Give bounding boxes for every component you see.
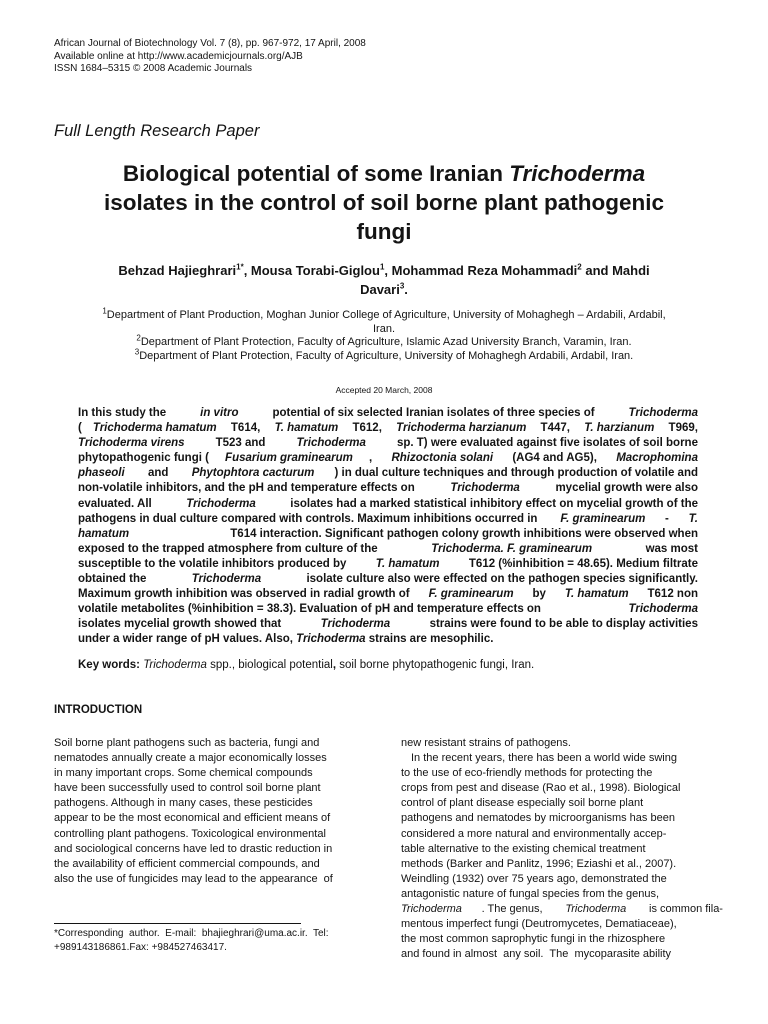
abstract-text: strains are mesophilic. bbox=[365, 633, 494, 646]
footnote-line bbox=[54, 941, 376, 955]
abstract-line bbox=[78, 527, 698, 542]
affiliation-1-cont: Iran. bbox=[372, 322, 395, 335]
corresponding-author-footnote bbox=[54, 927, 376, 954]
body-line bbox=[401, 736, 723, 751]
author-list bbox=[60, 261, 708, 299]
journal-url-line: Available online at http://www.academicjournals.org/AJB bbox=[54, 50, 303, 62]
abstract-text: (AG4 and AG5), bbox=[509, 452, 601, 465]
body-text: nematodes annually create a major economically losses bbox=[54, 752, 327, 765]
abstract-line bbox=[78, 436, 698, 451]
journal-citation: African Journal of Biotechnology Vol. 7 (8), pp. 967-972, 17 April, 2008 bbox=[54, 38, 366, 49]
abstract-italic: Trichoderma harzianum bbox=[396, 422, 527, 435]
abstract-text: and bbox=[144, 467, 172, 480]
abstract-italic: Trichoderma virens bbox=[78, 437, 185, 450]
body-line bbox=[54, 857, 376, 872]
footnote-text: +989143186861.Fax: +984527463417. bbox=[54, 941, 227, 953]
keywords bbox=[78, 659, 534, 671]
abstract-line bbox=[78, 617, 698, 632]
body-line bbox=[401, 917, 723, 932]
abstract-text: non-volatile inhibitors, and the pH and temperature effects on bbox=[78, 482, 418, 495]
abstract-text: strains were found to be able to display activities bbox=[426, 618, 698, 631]
abstract-text: T612 (%inhibition = 48.65). Medium filtrate bbox=[465, 557, 698, 570]
title-line-2: isolates in the control of soil borne plant pathogenic bbox=[103, 190, 665, 215]
body-text: methods (Barker and Panlitz, 1996; Eziashi et al., 2007). bbox=[401, 857, 677, 870]
keyword-comma: , bbox=[332, 659, 337, 671]
abstract-text: T614 interaction. Significant pathogen colony growth inhibitions were observed when bbox=[227, 527, 698, 540]
abstract-line bbox=[78, 557, 698, 572]
abstract-text: ) in dual culture techniques and through production of volatile and bbox=[334, 467, 698, 480]
abstract-text: Maximum growth inhibition was observed in radial growth of bbox=[78, 588, 413, 601]
body-text: in many important crops. Some chemical compounds bbox=[54, 767, 313, 780]
footnote-divider bbox=[54, 923, 301, 924]
body-line bbox=[54, 842, 376, 857]
abstract-line bbox=[78, 542, 698, 557]
abstract-line bbox=[78, 512, 698, 527]
body-text: table alternative to the existing chemical treatment bbox=[401, 842, 646, 855]
abstract-line bbox=[78, 466, 698, 481]
abstract-italic: Trichoderma bbox=[186, 497, 256, 510]
abstract-text: was most bbox=[642, 542, 698, 555]
abstract-text: susceptible to the volatile inhibitors produced by bbox=[78, 557, 350, 570]
abstract-italic: Trichoderma bbox=[450, 482, 520, 495]
title-genus: Trichoderma bbox=[509, 161, 646, 186]
body-line bbox=[401, 766, 723, 781]
body-text: to the use of eco-friendly methods for protecting the bbox=[401, 767, 653, 780]
author-2: , Mousa Torabi-Giglou bbox=[243, 263, 380, 278]
abstract-text: by bbox=[529, 588, 550, 601]
abstract-text: phytopathogenic fungi ( bbox=[78, 452, 209, 465]
abstract-text: isolates had a marked statistical inhibitory effect on mycelial growth of the bbox=[287, 497, 698, 510]
abstract-line bbox=[78, 497, 698, 512]
abstract-italic: hamatum bbox=[78, 527, 130, 540]
author-4-part-1: and Mahdi bbox=[581, 263, 650, 278]
author-1-affil: 1* bbox=[236, 262, 244, 272]
body-text: appear to be the most economical and efficient means of bbox=[54, 812, 331, 825]
abstract-italic: T. hamatum bbox=[564, 588, 629, 601]
body-line bbox=[401, 781, 723, 796]
body-line bbox=[401, 872, 723, 887]
body-italic: Trichoderma bbox=[401, 903, 462, 916]
body-line bbox=[54, 827, 376, 842]
body-text: and found in almost any soil. The mycoparasite ability bbox=[401, 948, 672, 961]
body-line bbox=[54, 796, 376, 811]
abstract-text: mycelial growth were also bbox=[552, 482, 698, 495]
body-line bbox=[401, 887, 723, 902]
body-line bbox=[401, 827, 723, 842]
body-line bbox=[54, 766, 376, 781]
abstract-text: obtained the bbox=[78, 573, 150, 586]
abstract-text: volatile metabolites (%inhibition = 38.3). Evaluation of pH and temperature effects on bbox=[78, 603, 545, 616]
abstract-text: sp. T) were evaluated against five isolates of soil borne bbox=[393, 437, 698, 450]
abstract-line bbox=[78, 451, 698, 466]
abstract-text: potential of six selected Iranian isolates of three species of bbox=[269, 407, 598, 419]
abstract-italic: Trichoderma bbox=[628, 603, 698, 616]
left-column-text bbox=[54, 736, 376, 887]
abstract-text: T614, bbox=[227, 422, 264, 435]
abstract-line bbox=[78, 572, 698, 587]
abstract-italic: Trichoderma hamatum bbox=[92, 422, 217, 435]
abstract-italic: F. graminearum bbox=[428, 588, 514, 601]
body-line bbox=[54, 781, 376, 796]
abstract-italic: T. bbox=[688, 512, 698, 525]
abstract-line bbox=[78, 587, 698, 602]
abstract-italic: Fusarium graminearum bbox=[225, 452, 353, 465]
abstract-italic: Trichoderma bbox=[296, 633, 366, 646]
body-line bbox=[401, 947, 723, 962]
body-text: antagonistic nature of fungal species from the genus, bbox=[401, 887, 660, 900]
body-text: Weindling (1932) over 75 years ago, demonstrated the bbox=[401, 872, 667, 885]
body-line bbox=[401, 932, 723, 947]
body-italic: Trichoderma bbox=[565, 903, 627, 916]
body-text: Soil borne plant pathogens such as bacteria, fungi and bbox=[54, 737, 320, 749]
affiliation-1-marker: 1 bbox=[102, 306, 107, 316]
author-2-affil: 1 bbox=[379, 262, 385, 272]
title-line-3: fungi bbox=[356, 219, 412, 244]
abstract-text: T447, bbox=[537, 422, 574, 435]
section-heading-introduction: INTRODUCTION bbox=[54, 704, 143, 716]
abstract-text: T612 non bbox=[644, 588, 698, 601]
abstract bbox=[78, 406, 698, 648]
abstract-italic: Trichoderma bbox=[296, 437, 366, 450]
affiliation-3: Department of Plant Protection, Faculty of Agriculture, University of Mohaghegh Ardabili, Ardabil, Iran. bbox=[139, 349, 634, 362]
abstract-text: - bbox=[665, 512, 669, 525]
body-text: pathogens and nematodes by microorganisms has been bbox=[401, 812, 675, 825]
body-text: pathogens. Although in many cases, these pesticides bbox=[54, 797, 313, 810]
abstract-text: T969, bbox=[665, 422, 698, 435]
accepted-date: Accepted 20 March, 2008 bbox=[335, 385, 433, 395]
body-text: new resistant strains of pathogens. bbox=[401, 737, 571, 749]
body-line bbox=[54, 811, 376, 826]
abstract-italic: Trichoderma bbox=[320, 618, 391, 631]
body-line bbox=[54, 736, 376, 751]
abstract-text: evaluated. All bbox=[78, 497, 155, 510]
paper-type-label: Full Length Research Paper bbox=[54, 122, 260, 140]
abstract-text: T612, bbox=[349, 422, 386, 435]
body-line-indented bbox=[401, 751, 723, 766]
body-line bbox=[401, 842, 723, 857]
footnote-line bbox=[54, 927, 376, 941]
abstract-line bbox=[78, 406, 698, 421]
abstract-line bbox=[78, 421, 698, 436]
keyword-text: spp., biological potential bbox=[206, 659, 333, 671]
footnote-text: *Corresponding author. E-mail: bhajieghrari@uma.ac.ir. Tel: bbox=[54, 928, 329, 939]
title-line-1: Biological potential of some Iranian bbox=[122, 161, 510, 186]
abstract-italic: T. harzianum bbox=[584, 422, 655, 435]
abstract-text: ( bbox=[78, 422, 82, 435]
body-text: is common fila- bbox=[645, 903, 723, 916]
affiliation-3-marker: 3 bbox=[134, 346, 140, 356]
affiliations bbox=[60, 306, 708, 363]
body-line bbox=[401, 811, 723, 826]
author-3: , Mohammad Reza Mohammadi bbox=[384, 263, 578, 278]
body-text: crops from pest and disease (Rao et al., 1998). Biological bbox=[401, 782, 681, 795]
keywords-label: Key words: bbox=[78, 659, 140, 671]
body-text: also the use of fungicides may lead to the appearance of bbox=[54, 872, 333, 885]
author-4-part-2: Davari bbox=[360, 282, 400, 297]
body-text: mentous imperfect fungi (Deutromycetes, Dematiaceae), bbox=[401, 918, 677, 931]
author-3-affil: 2 bbox=[577, 262, 582, 272]
keyword-genus: Trichoderma bbox=[143, 659, 207, 671]
affiliation-2-marker: 2 bbox=[136, 333, 141, 343]
issn-line: ISSN 1684–5315 © 2008 Academic Journals bbox=[54, 63, 253, 75]
abstract-italic: Trichoderma bbox=[628, 407, 698, 419]
abstract-text: isolates mycelial growth showed that bbox=[78, 618, 285, 631]
body-line bbox=[54, 872, 376, 887]
abstract-text: under a wider range of pH values. Also, bbox=[78, 633, 297, 646]
abstract-line bbox=[78, 481, 698, 496]
abstract-text: pathogens in dual culture compared with controls. Maximum inhibitions occurred in bbox=[78, 512, 541, 525]
body-line bbox=[401, 857, 723, 872]
abstract-italic: Macrophomina bbox=[616, 452, 698, 465]
body-line bbox=[54, 751, 376, 766]
journal-masthead bbox=[54, 38, 366, 76]
abstract-italic: phaseoli bbox=[78, 467, 125, 480]
abstract-italic: T. hamatum bbox=[375, 557, 440, 570]
abstract-line-last bbox=[78, 632, 698, 647]
right-column-text bbox=[401, 736, 723, 962]
affiliation-1: Department of Plant Production, Moghan Junior College of Agriculture, University of Mohaghegh – Ardabili, Ardabil, bbox=[106, 309, 666, 321]
body-text: control of plant disease especially soil borne plant bbox=[401, 797, 644, 810]
abstract-italic: F. graminearum bbox=[560, 512, 646, 525]
author-1: Behzad Hajieghrari bbox=[118, 263, 237, 278]
author-4-affil: 3 bbox=[399, 281, 405, 291]
abstract-italic: Trichoderma. F. graminearum bbox=[431, 542, 593, 555]
abstract-text: exposed to the trapped atmosphere from culture of the bbox=[78, 542, 381, 555]
abstract-italic: Trichoderma bbox=[191, 573, 262, 586]
body-text: considered a more natural and environmentally accep- bbox=[401, 827, 667, 840]
keyword-text-rest: soil borne phytopathogenic fungi, Iran. bbox=[336, 659, 535, 671]
body-text: and sociological concerns have led to drastic reduction in bbox=[54, 842, 333, 855]
abstract-italic: Rhizoctonia solani bbox=[391, 452, 494, 465]
abstract-italic: T. hamatum bbox=[274, 422, 339, 435]
body-line bbox=[401, 796, 723, 811]
body-text: controlling plant pathogens. Toxicological environmental bbox=[54, 827, 326, 840]
abstract-text: In this study the bbox=[78, 407, 170, 419]
body-text: the most common saprophytic fungi in the rhizosphere bbox=[401, 933, 666, 946]
abstract-text: , bbox=[368, 452, 376, 465]
affiliation-2: Department of Plant Protection, Faculty of Agriculture, Islamic Azad University Branch, Varamin, Iran. bbox=[140, 336, 632, 348]
abstract-text: isolate culture also were effected on the pathogen species significantly. bbox=[303, 573, 698, 586]
paper-title bbox=[60, 159, 708, 246]
abstract-italic: in vitro bbox=[200, 407, 239, 419]
abstract-text: T523 and bbox=[212, 437, 269, 450]
body-text: have been successfully used to control soil borne plant bbox=[54, 782, 321, 795]
body-line bbox=[401, 902, 723, 917]
body-text: In the recent years, there has been a world wide swing bbox=[411, 752, 677, 765]
body-text: the availability of efficient commercial compounds, and bbox=[54, 857, 320, 870]
abstract-line bbox=[78, 602, 698, 617]
body-text: . The genus, bbox=[481, 903, 546, 916]
abstract-italic: Phytophtora cacturum bbox=[191, 467, 315, 480]
author-list-end: . bbox=[404, 282, 408, 297]
